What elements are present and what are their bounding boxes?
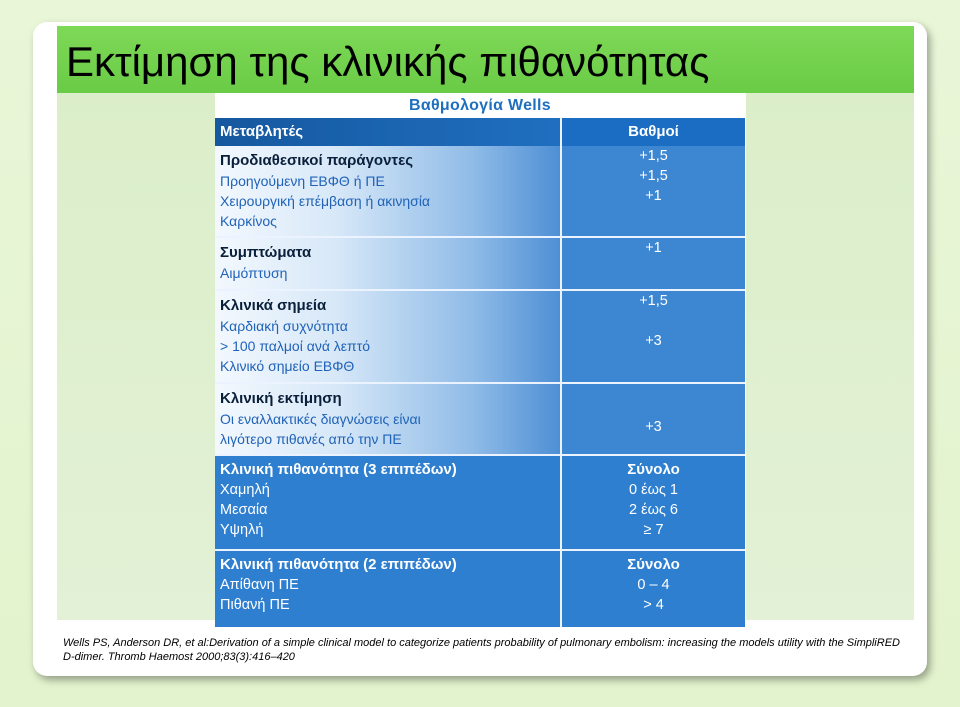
probability-heading: Κλινική πιθανότητα (2 επιπέδων) (220, 556, 457, 573)
table-row-predisposing (215, 146, 745, 237)
score-value: +1 (645, 240, 662, 256)
score-value: +3 (645, 333, 662, 349)
list-item: Υψηλή (220, 522, 264, 538)
wells-score-figure (215, 95, 745, 628)
score-range: ≥ 7 (643, 522, 664, 538)
list-item: λιγότερο πιθανές από την ΠΕ (220, 431, 402, 447)
table-header-row (215, 118, 745, 146)
slide-title: Εκτίμηση της κλινικής πιθανότητας (66, 38, 710, 85)
score-range: 2 έως 6 (629, 502, 678, 518)
list-item: Οι εναλλακτικές διαγνώσεις είναι (220, 411, 421, 427)
list-item: Αιμόπτυση (220, 265, 288, 281)
score-range: 0 έως 1 (629, 482, 678, 498)
score-value: +1,5 (639, 148, 668, 164)
table-row-clinical-assessment (215, 383, 745, 455)
list-item: Προηγούμενη ΕΒΦΘ ή ΠΕ (220, 173, 385, 189)
score-value: +1,5 (639, 293, 668, 309)
total-label: Σύνολο (627, 461, 680, 478)
list-item: Απίθανη ΠΕ (220, 577, 299, 593)
score-range: 0 – 4 (637, 577, 670, 593)
right-panel (746, 93, 914, 620)
list-item: Καρδιακή συχνότητα (220, 318, 348, 334)
wells-score-table (215, 118, 745, 627)
score-value (562, 311, 745, 331)
score-value: +3 (645, 419, 662, 435)
table-row-probability-3-levels (215, 455, 745, 550)
list-item: Καρκίνος (220, 213, 277, 229)
score-value: +1 (645, 188, 662, 204)
header-points: Βαθμοί (561, 118, 745, 146)
list-item: Χειρουργική επέμβαση ή ακινησία (220, 193, 431, 209)
score-value: +1,5 (639, 168, 668, 184)
list-item: Πιθανή ΠΕ (220, 597, 290, 613)
citation-text: Wells PS, Anderson DR, et al:Derivation of a simple clinical model to categorize patients probability of pulmonary embolism: increasing the models utility with the SimpliRED D-dimer. Thromb Haemost 2000;83(3):416–420 (63, 637, 900, 663)
list-item: Κλινικό σημείο ΕΒΦΘ (220, 358, 355, 374)
total-label: Σύνολο (627, 556, 680, 573)
table-row-probability-2-levels (215, 550, 745, 627)
left-panel (57, 93, 215, 620)
figure-title: Βαθμολογία Wells (408, 97, 551, 114)
table-row-symptoms (215, 237, 745, 290)
score-range: > 4 (643, 597, 664, 613)
header-variables: Μεταβλητές (215, 118, 561, 146)
list-item: > 100 παλμοί ανά λεπτό (220, 338, 371, 354)
group-heading: Κλινικά σημεία (220, 297, 327, 314)
list-item: Μεσαία (220, 502, 268, 518)
group-heading: Προδιαθεσικοί παράγοντες (220, 152, 414, 169)
group-heading: Κλινική εκτίμηση (220, 390, 342, 407)
group-heading: Συμπτώματα (220, 244, 312, 261)
table-row-clinical-signs (215, 290, 745, 383)
list-item: Χαμηλή (220, 482, 270, 498)
probability-heading: Κλινική πιθανότητα (3 επιπέδων) (220, 461, 457, 478)
